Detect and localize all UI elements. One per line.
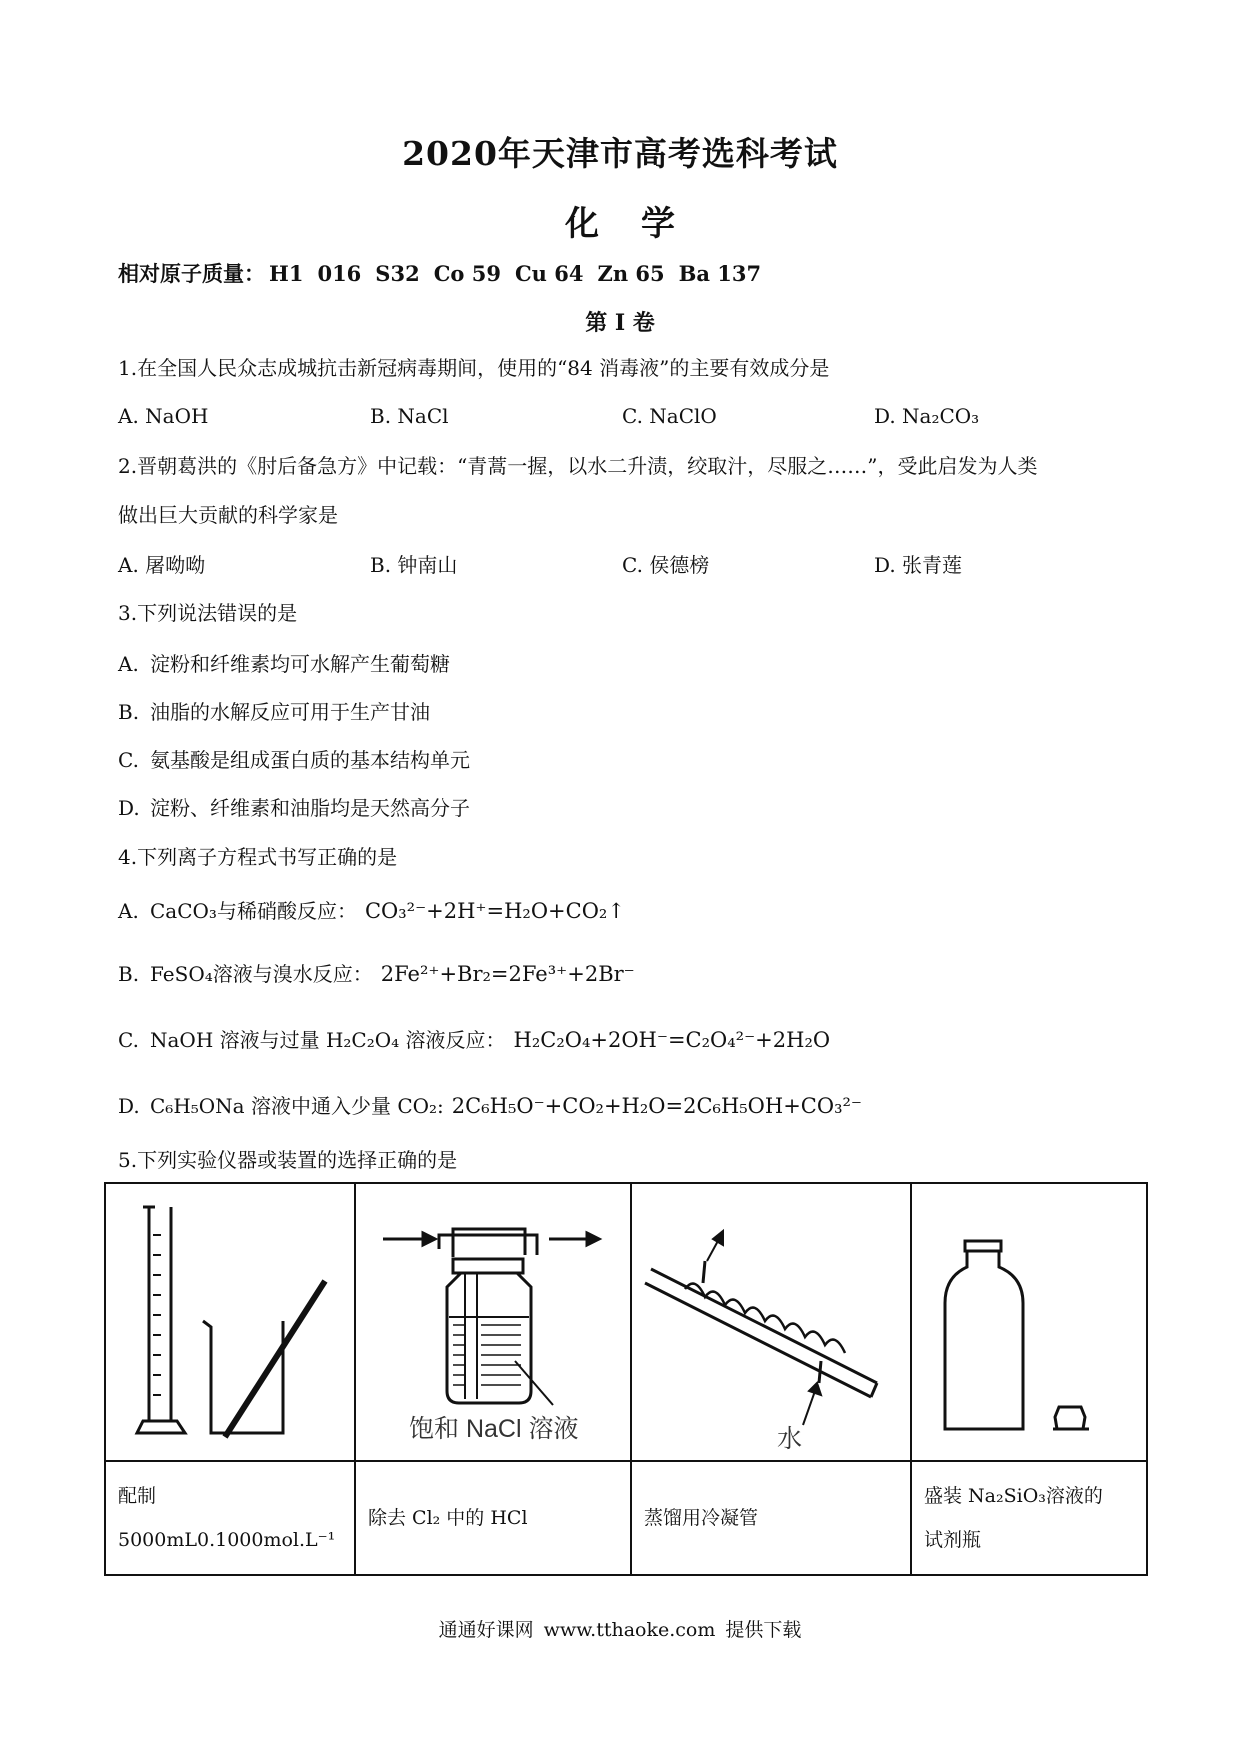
graduated-cylinder-beaker-figure (107, 1185, 353, 1455)
option: A. 屠呦呦 (118, 553, 206, 577)
option: C. 侯德榜 (622, 553, 710, 577)
apparatus-cell-a (105, 1183, 355, 1461)
ionic-equation: H₂C₂O₄+2OH⁻=C₂O₄²⁻+2H₂O (513, 1028, 831, 1052)
option: C. NaClO (622, 404, 717, 428)
option-text: 淀粉和纤维素均可水解产生葡萄糖 (150, 652, 450, 676)
atomic-mass: Ba 137 (678, 261, 762, 286)
option-letter: B. (118, 962, 140, 986)
option-text: C₆H₅ONa 溶液中通入少量 CO₂: (150, 1094, 444, 1118)
option-letter: C. (118, 1028, 139, 1052)
beaker-icon (203, 1321, 283, 1433)
option-letter: D. (118, 1094, 140, 1118)
ionic-equation: 2Fe²⁺+Br₂=2Fe³⁺+2Br⁻ (380, 962, 635, 986)
footer-tail: 提供下载 (725, 1619, 802, 1641)
footer-site: 通通好课网 (438, 1619, 534, 1641)
ionic-equation: CO₃²⁻+2H⁺=H₂O+CO₂↑ (364, 899, 625, 923)
option: A. NaOH (118, 404, 209, 428)
caption-d (911, 1461, 1147, 1575)
page-title: 2020年天津市高考选科考试 (402, 134, 838, 173)
caption-a-line1: 配制 (118, 1485, 157, 1507)
question-3-option-c (118, 744, 470, 773)
atomic-mass: H1 (269, 261, 304, 286)
question-1-options (118, 404, 1128, 428)
atomic-mass: S32 (375, 261, 420, 286)
reagent-bottle-icon (945, 1241, 1023, 1429)
water-in-arrow-icon (803, 1383, 821, 1425)
question-4-stem: 4.下列离子方程式书写正确的是 (118, 845, 398, 869)
arrow-out-icon (549, 1233, 599, 1245)
caption-a (105, 1461, 355, 1575)
apparatus-cell-d (911, 1183, 1147, 1461)
option: B. 钟南山 (370, 553, 458, 577)
option: D. Na₂CO₃ (874, 404, 980, 428)
subject-char: 化 (565, 204, 599, 244)
bottle-stopper-icon (1053, 1407, 1089, 1429)
option-letter: B. (118, 700, 140, 724)
question-2-stem-line1: 2.晋朝葛洪的《肘后备急方》中记载：“青蒿一握，以水二升渍，绞取汁，尽服之……”，受此启发为人类 (118, 454, 1038, 478)
footer-url[interactable]: www.tthaoke.com (543, 1619, 716, 1641)
water-out-arrow-icon (707, 1231, 723, 1261)
condenser-icon (645, 1261, 877, 1397)
ionic-equation: 2C₆H₅O⁻+CO₂+H₂O=2C₆H₅OH+CO₃²⁻ (451, 1094, 863, 1118)
gas-washing-bottle-icon (439, 1229, 553, 1405)
water-label: 水 (777, 1425, 803, 1453)
question-2-options (118, 549, 1128, 578)
graduated-cylinder-icon (137, 1207, 185, 1433)
option-text: CaCO₃与稀硝酸反应： (150, 899, 357, 923)
question-1-stem: 1.在全国人民众志成城抗击新冠病毒期间，使用的“84 消毒液”的主要有效成分是 (118, 356, 830, 380)
page-footer (0, 1615, 1240, 1642)
subject-title (0, 196, 1240, 245)
option-letter: A. (118, 652, 139, 676)
apparatus-cell-b (355, 1183, 631, 1461)
atomic-label: 相对原子质量： (118, 261, 265, 286)
option-text: FeSO₄溶液与溴水反应： (150, 962, 373, 986)
option-text: NaOH 溶液与过量 H₂C₂O₄ 溶液反应： (150, 1028, 506, 1052)
saturated-nacl-label: 饱和 NaCl 溶液 (409, 1415, 579, 1443)
atomic-mass: Cu 64 (514, 261, 584, 286)
option-text: 淀粉、纤维素和油脂均是天然高分子 (150, 796, 470, 820)
option-letter: D. (118, 796, 140, 820)
option-letter: C. (118, 748, 139, 772)
atomic-mass: Co 59 (433, 261, 501, 286)
option-letter: A. (118, 899, 139, 923)
caption-d-line1: 盛装 Na₂SiO₃溶液的 (924, 1485, 1103, 1507)
option: D. 张青莲 (874, 553, 963, 577)
question-3-stem: 3.下列说法错误的是 (118, 601, 298, 625)
question-4-option-a (118, 895, 625, 924)
subject-char: 学 (641, 204, 675, 244)
option-text: 氨基酸是组成蛋白质的基本结构单元 (150, 748, 470, 772)
condenser-figure (633, 1185, 909, 1455)
volume-heading: 第 I 卷 (585, 310, 655, 336)
gas-washing-bottle-figure (357, 1185, 629, 1455)
atomic-mass: 016 (317, 261, 362, 286)
arrow-in-icon (383, 1233, 435, 1245)
question-4-option-d (118, 1090, 862, 1119)
caption-b: 除去 Cl₂ 中的 HCl (355, 1461, 631, 1575)
question-5-stem: 5.下列实验仪器或装置的选择正确的是 (118, 1148, 458, 1172)
option-text: 油脂的水解反应可用于生产甘油 (150, 700, 430, 724)
question-4-option-b (118, 958, 635, 987)
atomic-masses (118, 258, 775, 288)
option: B. NaCl (370, 404, 449, 428)
question-2-stem-line2: 做出巨大贡献的科学家是 (118, 503, 338, 527)
question-3-option-d (118, 792, 470, 821)
question-3-option-b (118, 696, 430, 725)
reagent-bottle-figure (913, 1185, 1145, 1455)
question-4-option-c (118, 1024, 830, 1053)
apparatus-cell-c (631, 1183, 911, 1461)
question-3-option-a (118, 648, 450, 677)
glass-rod-icon (225, 1281, 325, 1437)
atomic-mass: Zn 65 (597, 261, 665, 286)
caption-a-line2: 5000mL0.1000mol.L⁻¹ (118, 1529, 336, 1551)
caption-d-line2: 试剂瓶 (924, 1529, 982, 1551)
apparatus-table (104, 1182, 1148, 1576)
caption-c: 蒸馏用冷凝管 (631, 1461, 911, 1575)
